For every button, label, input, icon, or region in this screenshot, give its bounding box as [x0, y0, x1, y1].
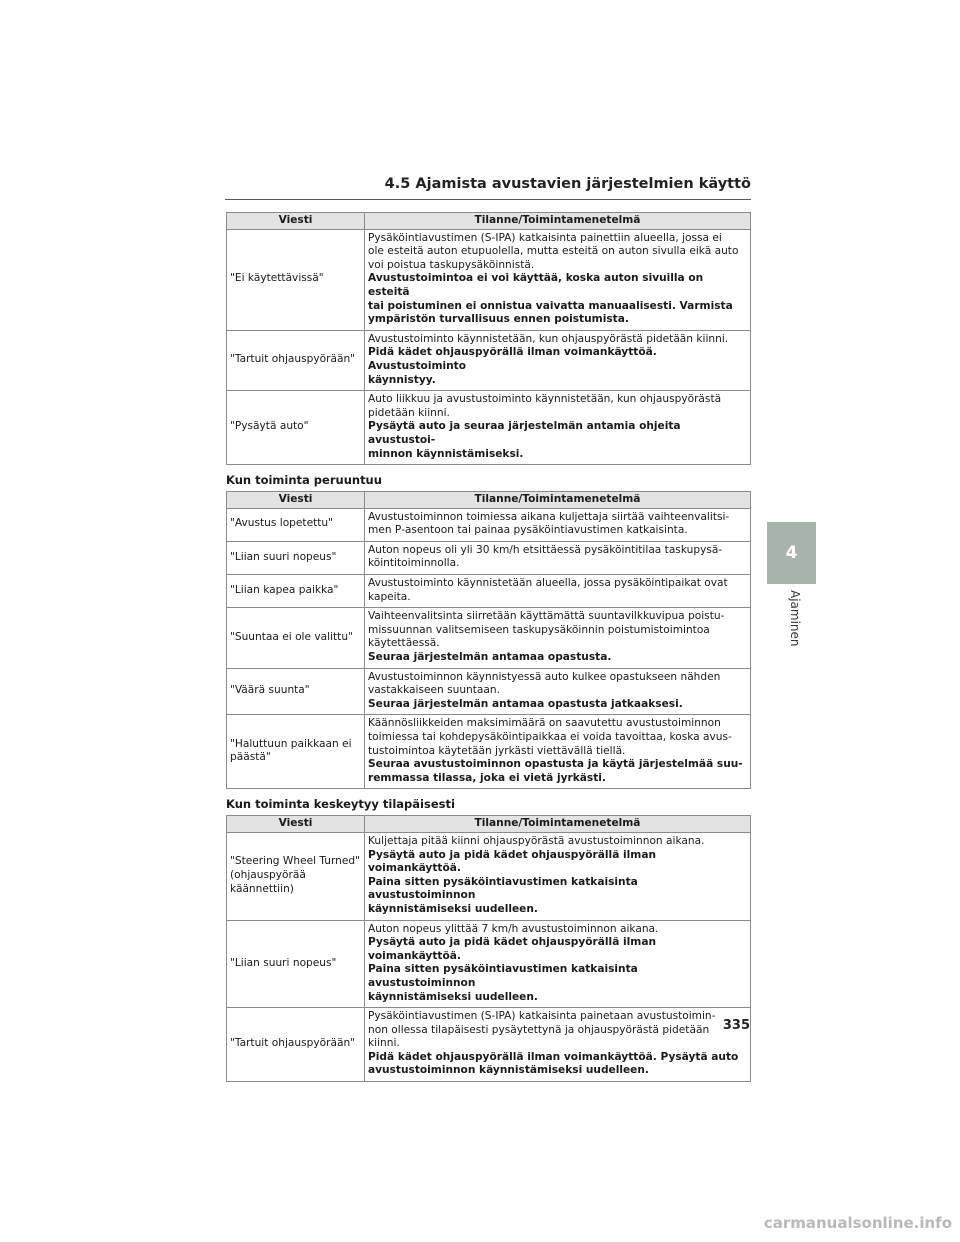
instruction-line: ympäristön turvallisuus ennen poistumista.	[368, 313, 629, 326]
section-heading-cancelled: Kun toiminta peruuntuu	[226, 473, 382, 488]
description-line: toimiessa tai kohdepysäköintipaikkaa ei voida tavoittaa, koska avus-	[368, 731, 732, 743]
column-header-situation: Tilanne/Toimintamenetelmä	[365, 213, 751, 230]
messages-table-1	[226, 212, 751, 465]
table-row	[227, 1008, 751, 1082]
message-cell: "Pysäytä auto"	[227, 391, 365, 465]
column-header-message: Viesti	[227, 816, 365, 833]
description-line: Vaihteenvalitsinta siirretään käyttämättä suuntavilkkuvipua poistu-	[368, 610, 725, 623]
instruction-line: avustustoiminnon käynnistämiseksi uudelleen.	[368, 1064, 649, 1077]
column-header-message: Viesti	[227, 213, 365, 230]
description-line: Avustustoiminnon toimiessa aikana kuljettaja siirtää vaihteenvalitsi-	[368, 510, 730, 523]
description-line: Pysäköintiavustimen (S-IPA) katkaisinta painetaan avustustoimin-	[368, 1010, 716, 1023]
description-line: pidetään kiinni.	[368, 406, 450, 419]
description-line: vastakkaiseen suuntaan.	[368, 684, 500, 697]
table-row	[227, 575, 751, 608]
description-line: Avustustoiminnon käynnistyessä auto kulkee opastukseen nähden	[368, 670, 721, 683]
message-cell: "Tartuit ohjauspyörään"	[227, 330, 365, 390]
description-line: ole esteitä auton etupuolella, mutta esteitä on auton sivulla eikä auto	[368, 245, 739, 258]
description-line: Kuljettaja pitää kiinni ohjauspyörästä avustustoiminnon aikana.	[368, 834, 705, 847]
description-line: men P-asentoon tai painaa pysäköintiavustimen katkaisinta.	[368, 524, 688, 537]
instruction-line: Paina sitten pysäköintiavustimen katkaisinta avustustoiminnon	[368, 875, 638, 902]
table-row	[227, 668, 751, 715]
table-row	[227, 608, 751, 668]
message-cell: "Liian kapea paikka"	[227, 575, 365, 608]
situation-cell	[365, 608, 751, 668]
message-cell: "Avustus lopetettu"	[227, 508, 365, 541]
situation-cell	[365, 229, 751, 330]
instruction-line: Pidä kädet ohjauspyörällä ilman voimankäyttöä. Avustustoiminto	[368, 346, 657, 372]
chapter-tab[interactable]	[767, 522, 816, 584]
description-line: Käännösliikkeiden maksimimäärä on saavutettu avustustoiminnon	[368, 717, 721, 730]
situation-cell	[365, 508, 751, 541]
table-row	[227, 229, 751, 330]
section-heading-paused: Kun toiminta keskeytyy tilapäisesti	[226, 797, 455, 812]
table-row	[227, 330, 751, 390]
instruction-line: tai poistuminen ei onnistua vaivatta manuaalisesti. Varmista	[368, 299, 733, 312]
message-cell: "Tartuit ohjauspyörään"	[227, 1008, 365, 1082]
situation-cell	[365, 715, 751, 789]
message-cell: "Ei käytettävissä"	[227, 229, 365, 330]
description-line: voi poistua taskupysäköinnistä.	[368, 258, 535, 271]
table-row	[227, 391, 751, 465]
instruction-line: Seuraa avustustoiminnon opastusta ja käytä järjestelmää suu-	[368, 758, 743, 771]
instruction-line: Avustustoimintoa ei voi käyttää, koska auton sivuilla on esteitä	[368, 272, 704, 298]
situation-cell	[365, 541, 751, 574]
description-line: Auton nopeus oli yli 30 km/h etsittäessä pysäköintitilaa taskupysä-	[368, 543, 723, 556]
instruction-line: minnon käynnistämiseksi.	[368, 447, 524, 460]
instruction-line: Seuraa järjestelmän antamaa opastusta.	[368, 651, 612, 664]
chapter-number: 4	[785, 543, 798, 563]
message-cell: "Liian suuri nopeus"	[227, 920, 365, 1008]
table-row	[227, 541, 751, 574]
instruction-line: käynnistyy.	[368, 373, 436, 386]
situation-cell	[365, 832, 751, 920]
situation-cell	[365, 330, 751, 390]
instruction-line: käynnistämiseksi uudelleen.	[368, 902, 538, 915]
situation-cell	[365, 920, 751, 1008]
page-number: 335	[722, 1018, 750, 1033]
description-line: Avustustoiminto käynnistetään, kun ohjauspyörästä pidetään kiinni.	[368, 332, 729, 345]
header-rule	[225, 199, 751, 200]
instruction-line: Pysäytä auto ja pidä kädet ohjauspyörällä ilman voimankäyttöä.	[368, 848, 657, 875]
instruction-line: Pysäytä auto ja seuraa järjestelmän antamia ohjeita avustustoi-	[368, 420, 681, 446]
table-body	[227, 508, 751, 789]
instruction-line: Paina sitten pysäköintiavustimen katkaisinta avustustoiminnon	[368, 963, 638, 989]
description-line: non ollessa tilapäisesti pysäytettynä ja ohjauspyörästä pidetään	[368, 1023, 710, 1036]
description-line: Auto liikkuu ja avustustoiminto käynnistetään, kun ohjauspyörästä	[368, 393, 722, 406]
description-line: tustoimintoa käytetään jyrkästi viettävällä tiellä.	[368, 744, 626, 757]
instruction-line: Pysäytä auto ja pidä kädet ohjauspyörällä ilman voimankäyttöä.	[368, 936, 657, 962]
table-row	[227, 715, 751, 789]
situation-cell	[365, 668, 751, 715]
instruction-line: Seuraa järjestelmän antamaa opastusta jatkaaksesi.	[368, 697, 683, 710]
column-header-situation: Tilanne/Toimintamenetelmä	[365, 816, 751, 833]
situation-cell	[365, 1008, 751, 1082]
table-row	[227, 920, 751, 1008]
situation-cell	[365, 575, 751, 608]
table-body	[227, 832, 751, 1081]
table-row	[227, 832, 751, 920]
table-body	[227, 229, 751, 465]
description-line: kapeita.	[368, 590, 411, 603]
watermark[interactable]: carmanualsonline.info	[763, 1214, 952, 1232]
description-line: kiinni.	[368, 1037, 400, 1050]
column-header-situation: Tilanne/Toimintamenetelmä	[365, 492, 751, 509]
description-line: käytettäessä.	[368, 637, 440, 650]
message-cell: "Suuntaa ei ole valittu"	[227, 608, 365, 668]
chapter-label: Ajaminen	[788, 590, 802, 647]
table-row	[227, 508, 751, 541]
column-header-message: Viesti	[227, 492, 365, 509]
description-line: köintitoiminnolla.	[368, 557, 460, 570]
message-cell: "Steering Wheel Turned" (ohjauspyörää käännettiin)	[227, 832, 365, 920]
messages-table-3	[226, 815, 751, 1082]
situation-cell	[365, 391, 751, 465]
page-content	[226, 212, 750, 1082]
messages-table-2	[226, 491, 751, 789]
description-line: Avustustoiminto käynnistetään alueella, jossa pysäköintipaikat ovat	[368, 577, 728, 590]
instruction-line: Pidä kädet ohjauspyörällä ilman voimankäyttöä. Pysäytä auto	[368, 1050, 739, 1063]
message-cell: "Väärä suunta"	[227, 668, 365, 715]
message-cell: "Haluttuun paikkaan ei päästä"	[227, 715, 365, 789]
instruction-line: käynnistämiseksi uudelleen.	[368, 990, 538, 1003]
section-header: 4.5 Ajamista avustavien järjestelmien käyttö	[384, 176, 751, 192]
description-line: Auton nopeus ylittää 7 km/h avustustoiminnon aikana.	[368, 922, 659, 935]
message-cell: "Liian suuri nopeus"	[227, 541, 365, 574]
instruction-line: remmassa tilassa, joka ei vietä jyrkästi.	[368, 771, 606, 784]
description-line: missuunnan valitsemiseen taskupysäköinnin poistumistoimintoa	[368, 623, 710, 636]
description-line: Pysäköintiavustimen (S-IPA) katkaisinta painettiin alueella, jossa ei	[368, 231, 722, 244]
